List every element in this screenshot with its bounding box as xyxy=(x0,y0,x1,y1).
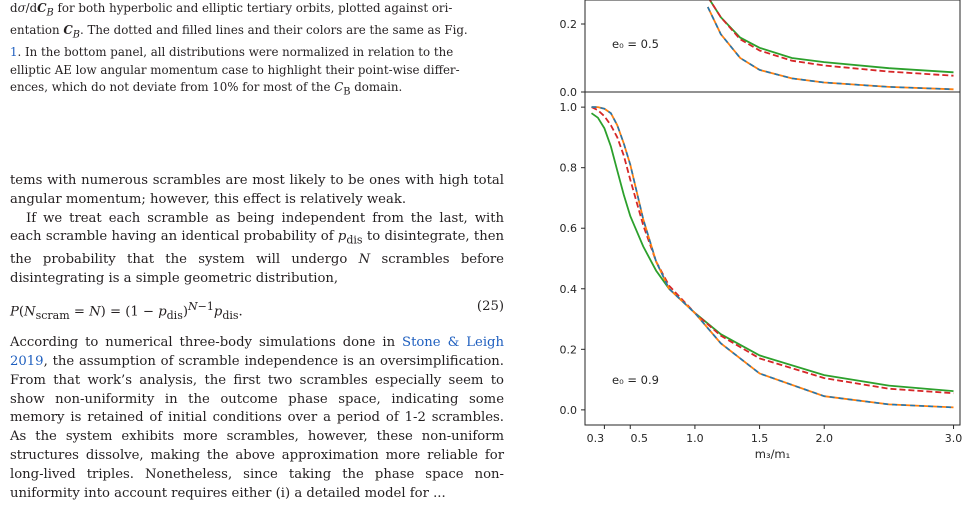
x-axis-label: m₃/m₁ xyxy=(754,447,791,461)
caption-line: ences, which do not deviate from 10% for most of the $C_B$ domain. xyxy=(10,80,403,98)
paragraph xyxy=(10,334,504,503)
panel-bottom xyxy=(560,92,963,461)
figure-link[interactable]: 1 xyxy=(10,44,18,59)
y-tick-label: 0.2 xyxy=(559,18,577,31)
caption-line: entation $C_B$. The dotted and filled lines and their colors are the same as Fig. xyxy=(10,22,468,41)
equation-body: $P(N_{scram} = N) = (1 - p_{dis})^{N-1}p_{dis}$. xyxy=(10,300,243,323)
x-tick-label: 2.0 xyxy=(815,432,833,445)
equation xyxy=(10,298,504,326)
panel-annotation: e₀ = 0.9 xyxy=(612,373,659,387)
y-tick-label: 0.0 xyxy=(559,86,577,99)
x-tick-label: 3.0 xyxy=(944,432,963,445)
x-tick-label: 0.3 xyxy=(586,432,605,445)
body-text xyxy=(10,172,504,503)
y-tick-label: 0.4 xyxy=(559,282,577,296)
citation-link[interactable]: Stone & Leigh 2019 xyxy=(10,335,504,370)
y-tick-label: 0.2 xyxy=(559,343,577,357)
series-line-dashed-red xyxy=(708,0,954,76)
x-tick-label: 1.0 xyxy=(686,432,704,445)
panel-top xyxy=(560,0,961,99)
series-line-solid-orange xyxy=(708,7,954,89)
caption-line: 1. In the bottom panel, all distributions were normalized in relation to the xyxy=(10,44,454,59)
y-tick-label: 0.6 xyxy=(559,222,577,236)
figure xyxy=(528,0,972,527)
y-tick-label: 0.0 xyxy=(559,403,577,417)
paragraph: tems with numerous scrambles are most likely to be ones with high total angular momentum; however, this effect is relatively weak. xyxy=(10,173,504,207)
caption-line: $d\sigma/dC_B$ for both hyperbolic and elliptic tertiary orbits, plotted against ori- xyxy=(10,1,453,19)
x-tick-label: 0.5 xyxy=(630,432,649,445)
figure-caption xyxy=(10,0,504,101)
paragraph: If we treat each scramble as being independent from the last, with each scramble having an identical probability of $p_{dis}$ to disintegrate, then the probability that the system will undergo N scrambles before disintegrating is a simple geometric distribution, xyxy=(10,210,504,286)
equation-number: (25) xyxy=(476,299,504,315)
y-tick-label: 1.0 xyxy=(559,101,577,115)
text-run: According to numerical three-body simulations done in xyxy=(10,335,403,351)
text-run: , the assumption of scramble independence is an oversimplification. From that work’s analysis, the first two scrambles especially seem to show non-uniformity in the outcome phase space, indicating some memory is retained of initial conditions over a period of 1-2 scrambles. As the system exhibits more scrambles, however, these non-uniform structures dissolve, making the above approximation more reliable for long-lived triples. Nonetheless, since taking the phase space non-uniformity into account requires either (i) a detailed model for ... xyxy=(10,354,504,501)
y-tick-label: 0.8 xyxy=(559,161,577,175)
x-tick-label: 1.5 xyxy=(750,432,769,445)
panel-annotation: e₀ = 0.5 xyxy=(612,37,659,51)
series-line-solid-green xyxy=(592,113,954,391)
series-line-dashed-blue xyxy=(708,7,954,89)
caption-line: elliptic AE low angular momentum case to highlight their point-wise differ- xyxy=(10,62,460,77)
